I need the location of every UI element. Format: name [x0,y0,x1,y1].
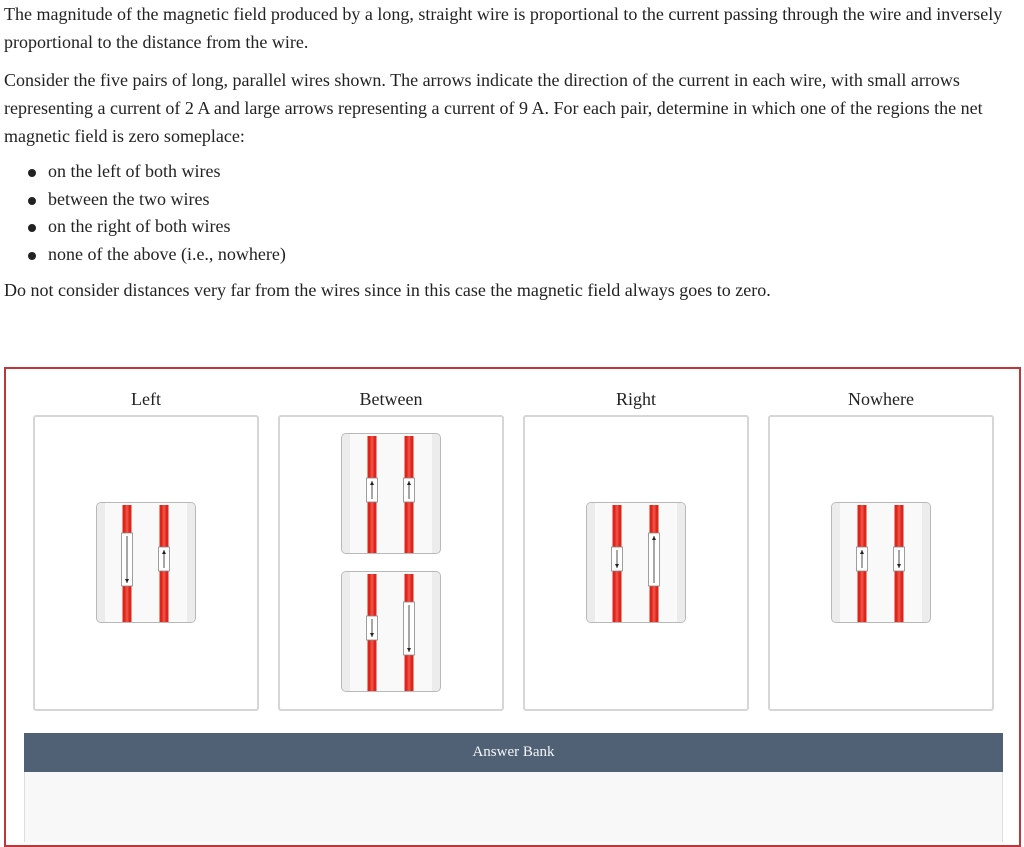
bin-label-between: Between [359,389,423,409]
current-arrow-label [367,616,378,640]
wire-pair-diagram [587,503,685,622]
question-text [4,0,1024,304]
wire-pair-card[interactable] [341,571,441,692]
current-arrow-label [857,547,868,571]
option-right: on the right of both wires [4,213,1024,241]
region-options-list [4,158,1024,268]
bin-label-nowhere: Nowhere [848,389,914,409]
current-arrow-label [404,478,415,502]
wire-pair-diagram [342,434,440,553]
option-between: between the two wires [4,186,1024,214]
bin-label-left: Left [131,389,161,409]
current-arrow-label [894,547,905,571]
wire-pair-card[interactable] [831,502,931,623]
instructions-paragraph: Consider the five pairs of long, parallel wires shown. The arrows indicate the direction of the current in each wire, with small arrows representing a current of 2 A and large arrows representing a current of 9 A. For each pair, determine in which one of the regions the net magnetic field is zero someplace: [4,70,983,146]
wire-pair-card[interactable] [586,502,686,623]
wire-pair-card[interactable] [96,502,196,623]
answer-bank-header: Answer Bank [24,733,1003,773]
current-arrow-label [649,533,660,586]
current-arrow-label [367,478,378,502]
wire-pair-card[interactable] [341,433,441,554]
option-nowhere: none of the above (i.e., nowhere) [4,241,1024,269]
current-arrow-label [404,602,415,655]
wire-pair-diagram [342,572,440,691]
note-paragraph: Do not consider distances very far from the wires since in this case the magnetic field always goes to zero. [4,280,771,300]
current-arrow-label [612,547,623,571]
bin-label-right: Right [615,389,656,409]
wire-pair-diagram [832,503,930,622]
current-arrow-label [122,533,133,586]
wire-pair-diagram [97,503,195,622]
current-arrow-label [159,547,170,571]
option-left: on the left of both wires [4,158,1024,186]
intro-paragraph: The magnitude of the magnetic field produced by a long, straight wire is proportional to the current passing through the wire and inversely proportional to the distance from the wire. [4,4,1003,52]
